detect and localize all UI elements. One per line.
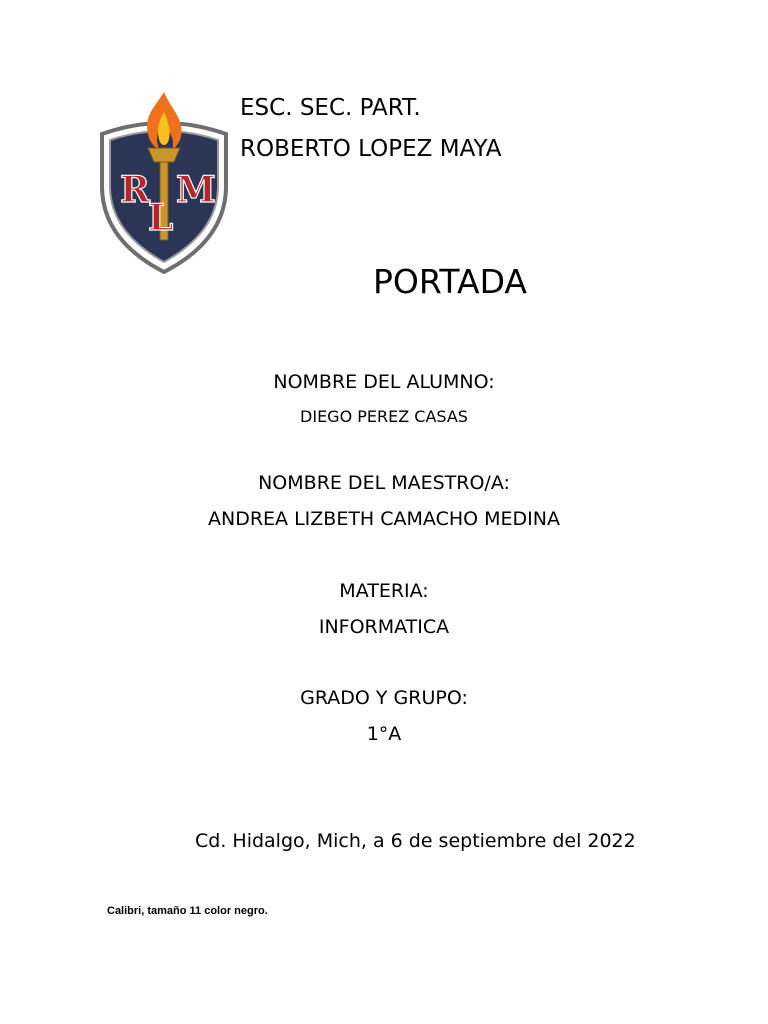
svg-text:L: L bbox=[148, 197, 174, 239]
teacher-name: ANDREA LIZBETH CAMACHO MEDINA bbox=[208, 508, 560, 530]
grade-value: 1°A bbox=[366, 723, 402, 745]
student-label: NOMBRE DEL ALUMNO: bbox=[273, 371, 495, 393]
page-title: PORTADA bbox=[373, 262, 527, 301]
place-and-date: Cd. Hidalgo, Mich, a 6 de septiembre del 2022 bbox=[195, 830, 636, 852]
subject-label: MATERIA: bbox=[339, 580, 429, 602]
school-name-line1: ESC. SEC. PART. bbox=[240, 95, 421, 121]
school-name-line2: ROBERTO LOPEZ MAYA bbox=[240, 136, 502, 162]
teacher-label: NOMBRE DEL MAESTRO/A: bbox=[258, 472, 510, 494]
font-note: Calibri, tamaño 11 color negro. bbox=[107, 905, 268, 917]
grade-label: GRADO Y GRUPO: bbox=[300, 687, 468, 709]
subject-value: INFORMATICA bbox=[318, 616, 450, 638]
school-logo-icon bbox=[98, 90, 230, 276]
svg-text:R: R bbox=[120, 169, 150, 211]
student-name: DIEGO PEREZ CASAS bbox=[300, 407, 468, 426]
svg-text:M: M bbox=[176, 169, 216, 211]
